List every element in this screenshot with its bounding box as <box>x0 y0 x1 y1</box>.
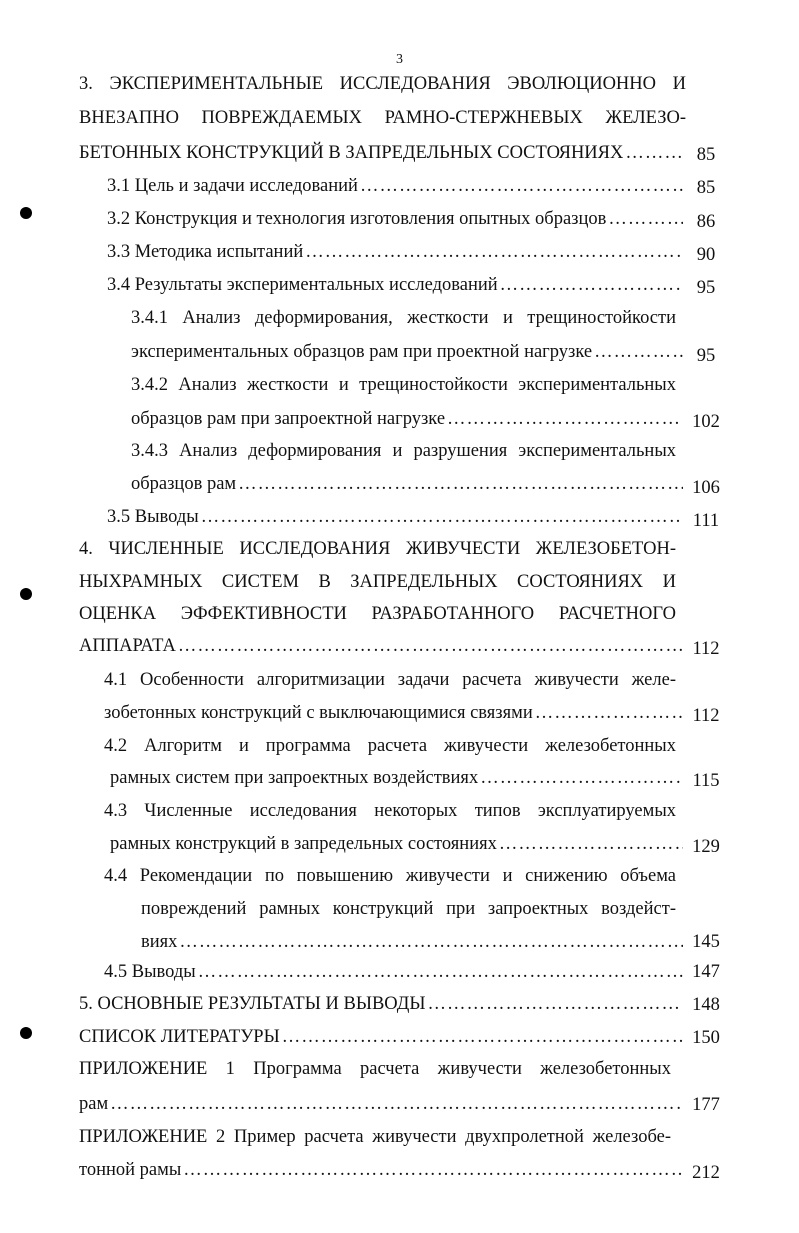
leader-dots <box>500 269 683 301</box>
toc-entry-4-3-line-1: 4.3 Численные исследования некоторых типов эксплуатируемых <box>104 801 676 821</box>
punch-hole-mark <box>20 588 32 600</box>
ch4-title-line-2: НЫХРАМНЫХ СИСТЕМ В ЗАПРЕДЕЛЬНЫХ СОСТОЯНИЯХ И <box>79 572 676 592</box>
leader-dots <box>608 203 683 235</box>
toc-entry-3-3 <box>107 236 683 268</box>
toc-page-4-5: 147 <box>692 962 720 982</box>
toc-label: рам <box>79 1094 109 1114</box>
toc-page-3-1: 85 <box>696 178 716 198</box>
ch4-title-line-1: 4. ЧИСЛЕННЫЕ ИССЛЕДОВАНИЯ ЖИВУЧЕСТИ ЖЕЛЕЗОБЕТОН- <box>79 539 676 559</box>
toc-label: тонной рамы <box>79 1160 182 1180</box>
ch4-title-line-3: ОЦЕНКА ЭФФЕКТИВНОСТИ РАЗРАБОТАННОГО РАСЧЕТНОГО <box>79 604 676 624</box>
toc-page-3-5: 111 <box>692 511 720 531</box>
leader-dots <box>535 697 683 729</box>
toc-page-3-4-2: 102 <box>692 412 720 432</box>
ch3-title-line-2: ВНЕЗАПНО ПОВРЕЖДАЕМЫХ РАМНО-СТЕРЖНЕВЫХ ЖЕЛЕЗО- <box>79 108 686 128</box>
leader-dots <box>178 630 683 662</box>
toc-label: 3.3 Методика испытаний <box>107 242 304 262</box>
toc-entry-4-4-line-2: повреждений рамных конструкций при запроектных воздейст- <box>141 899 676 919</box>
toc-page-3-4-1: 95 <box>696 346 716 366</box>
toc-label: 4.5 Выводы <box>104 962 196 982</box>
leader-dots <box>447 403 683 435</box>
toc-entry-3-4-2-line-2 <box>131 403 683 435</box>
leader-dots <box>625 137 683 169</box>
toc-page-4-1: 112 <box>692 706 720 726</box>
toc-label: зобетонных конструкций с выключающимися связями <box>104 703 533 723</box>
leader-dots <box>480 762 683 794</box>
toc-page-appendix-2: 212 <box>692 1163 720 1183</box>
toc-entry-3-4 <box>107 269 683 301</box>
toc-entry-appendix-1-line-1: ПРИЛОЖЕНИЕ 1 Программа расчета живучести железобетонных <box>79 1059 671 1079</box>
leader-dots <box>183 1154 683 1186</box>
ch3-title-text: БЕТОННЫХ КОНСТРУКЦИЙ В ЗАПРЕДЕЛЬНЫХ СОСТОЯНИЯХ <box>79 143 624 163</box>
toc-label: 3.5 Выводы <box>107 507 199 527</box>
punch-hole-mark <box>20 1027 32 1039</box>
leader-dots <box>594 336 683 368</box>
page-number: 3 <box>396 52 403 67</box>
toc-entry-4-4-line-1: 4.4 Рекомендации по повышению живучести и снижению объема <box>104 866 676 886</box>
toc-entry-4-2-line-2 <box>110 762 683 794</box>
toc-label: СПИСОК ЛИТЕРАТУРЫ <box>79 1027 280 1047</box>
toc-label: 3.2 Конструкция и технология изготовления опытных образцов <box>107 209 607 229</box>
toc-page-3-2: 86 <box>696 212 716 232</box>
toc-entry-4-4-line-3 <box>141 926 683 958</box>
toc-page-3-4: 95 <box>696 278 716 298</box>
toc-label: рамных конструкций в запредельных состояниях <box>110 834 497 854</box>
toc-label: экспериментальных образцов рам при проектной нагрузке <box>131 342 593 362</box>
toc-entry-3-4-2-line-1: 3.4.2 Анализ жесткости и трещиностойкости экспериментальных <box>131 375 676 395</box>
toc-page-appendix-1: 177 <box>692 1095 720 1115</box>
ch4-title-text: АППАРАТА <box>79 636 176 656</box>
toc-entry-3-5 <box>107 501 683 533</box>
punch-hole-mark <box>20 207 32 219</box>
toc-entry-4-1-line-2 <box>104 697 683 729</box>
ch3-page: 85 <box>696 145 716 165</box>
toc-label: рамных систем при запроектных воздействиях <box>110 768 479 788</box>
leader-dots <box>360 170 683 202</box>
toc-entry-3-1 <box>107 170 683 202</box>
toc-entry-3-4-1-line-1: 3.4.1 Анализ деформирования, жесткости и трещиностойкости <box>131 308 676 328</box>
toc-entry-4-1-line-1: 4.1 Особенности алгоритмизации задачи расчета живучести желе- <box>104 670 676 690</box>
toc-label: образцов рам <box>131 474 237 494</box>
leader-dots <box>282 1021 683 1053</box>
toc-entry-3-2 <box>107 203 683 235</box>
toc-page-3-4-3: 106 <box>692 478 720 498</box>
toc-label: 3.1 Цель и задачи исследований <box>107 176 358 196</box>
toc-entry-ch5 <box>79 988 683 1020</box>
toc-entry-4-5 <box>104 956 683 988</box>
toc-label: 3.4 Результаты экспериментальных исследований <box>107 275 498 295</box>
ch4-title-line-4 <box>79 630 683 662</box>
leader-dots <box>110 1088 683 1120</box>
toc-page-ch5: 148 <box>692 995 720 1015</box>
toc-label: 5. ОСНОВНЫЕ РЕЗУЛЬТАТЫ И ВЫВОДЫ <box>79 994 426 1014</box>
ch4-page: 112 <box>692 639 720 659</box>
toc-page-4-2: 115 <box>692 771 720 791</box>
leader-dots <box>305 236 683 268</box>
ch3-title-line-1: 3. ЭКСПЕРИМЕНТАЛЬНЫЕ ИССЛЕДОВАНИЯ ЭВОЛЮЦИОННО И <box>79 74 686 94</box>
leader-dots <box>198 956 683 988</box>
toc-entry-appendix-1-line-2 <box>79 1088 683 1120</box>
leader-dots <box>238 468 683 500</box>
leader-dots <box>427 988 683 1020</box>
toc-label: образцов рам при запроектной нагрузке <box>131 409 446 429</box>
leader-dots <box>499 828 683 860</box>
toc-page-3-3: 90 <box>696 245 716 265</box>
toc-entry-appendix-2-line-2 <box>79 1154 683 1186</box>
toc-entry-appendix-2-line-1: ПРИЛОЖЕНИЕ 2 Пример расчета живучести двухпролетной железобе- <box>79 1127 671 1147</box>
toc-page-4-4: 145 <box>692 932 720 952</box>
toc-page-4-3: 129 <box>692 837 720 857</box>
leader-dots <box>201 501 683 533</box>
leader-dots <box>179 926 683 958</box>
toc-label: виях <box>141 932 178 952</box>
toc-entry-3-4-3-line-2 <box>131 468 683 500</box>
ch3-title-line-3 <box>79 137 683 169</box>
toc-entry-references <box>79 1021 683 1053</box>
toc-entry-4-2-line-1: 4.2 Алгоритм и программа расчета живучести железобетонных <box>104 736 676 756</box>
toc-entry-3-4-3-line-1: 3.4.3 Анализ деформирования и разрушения экспериментальных <box>131 441 676 461</box>
toc-entry-4-3-line-2 <box>110 828 683 860</box>
toc-entry-3-4-1-line-2 <box>131 336 683 368</box>
toc-page-references: 150 <box>692 1028 720 1048</box>
